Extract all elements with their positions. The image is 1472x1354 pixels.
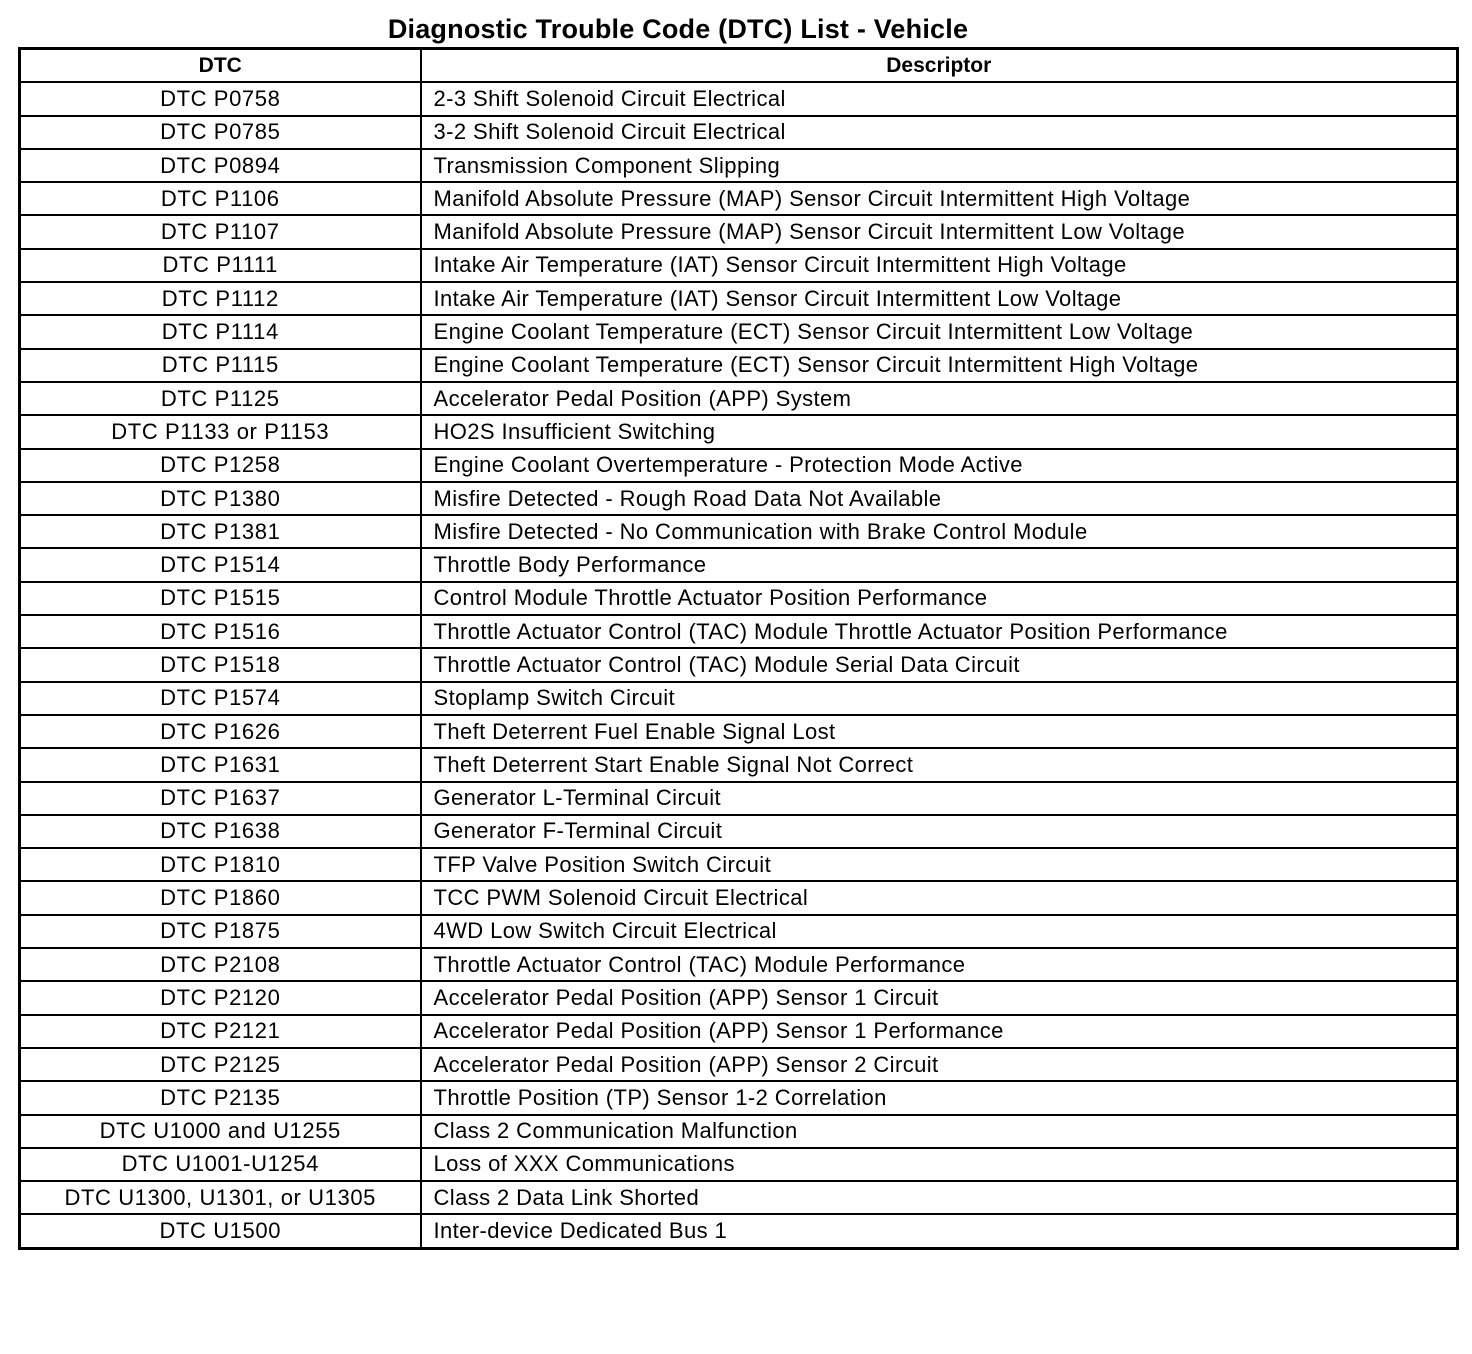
dtc-code-cell: DTC P1638 [20, 815, 421, 848]
page-title: Diagnostic Trouble Code (DTC) List - Vehicle [387, 14, 969, 44]
descriptor-cell: Throttle Actuator Control (TAC) Module Serial Data Circuit [421, 648, 1458, 681]
table-row [20, 748, 1458, 781]
table-row [20, 1015, 1458, 1048]
dtc-code-cell: DTC P0894 [20, 149, 421, 182]
table-row [20, 582, 1458, 615]
dtc-code-cell: DTC P2135 [20, 1081, 421, 1114]
descriptor-cell: Accelerator Pedal Position (APP) Sensor 2 Circuit [421, 1048, 1458, 1081]
descriptor-cell: Theft Deterrent Start Enable Signal Not Correct [421, 748, 1458, 781]
table-row [20, 149, 1458, 182]
table-header-row [20, 49, 1458, 83]
descriptor-cell: Generator L-Terminal Circuit [421, 782, 1458, 815]
dtc-code-cell: DTC P1111 [20, 249, 421, 282]
dtc-code-cell: DTC P1518 [20, 648, 421, 681]
table-row [20, 848, 1458, 881]
descriptor-cell: Control Module Throttle Actuator Position Performance [421, 582, 1458, 615]
table-row [20, 249, 1458, 282]
dtc-code-cell: DTC P1381 [20, 515, 421, 548]
descriptor-cell: Throttle Body Performance [421, 548, 1458, 581]
descriptor-cell: Misfire Detected - Rough Road Data Not Available [421, 482, 1458, 515]
table-row [20, 282, 1458, 315]
dtc-code-cell: DTC P1626 [20, 715, 421, 748]
table-row [20, 1214, 1458, 1248]
dtc-code-cell: DTC P0758 [20, 82, 421, 115]
dtc-code-cell: DTC P1125 [20, 382, 421, 415]
descriptor-cell: Theft Deterrent Fuel Enable Signal Lost [421, 715, 1458, 748]
dtc-code-cell: DTC P1637 [20, 782, 421, 815]
descriptor-cell: 4WD Low Switch Circuit Electrical [421, 915, 1458, 948]
dtc-code-cell: DTC P1515 [20, 582, 421, 615]
descriptor-cell: Stoplamp Switch Circuit [421, 682, 1458, 715]
table-row [20, 1081, 1458, 1114]
descriptor-cell: Class 2 Data Link Shorted [421, 1181, 1458, 1214]
dtc-code-cell: DTC U1300, U1301, or U1305 [20, 1181, 421, 1214]
descriptor-cell: Engine Coolant Temperature (ECT) Sensor Circuit Intermittent Low Voltage [421, 315, 1458, 348]
descriptor-cell: Accelerator Pedal Position (APP) System [421, 382, 1458, 415]
descriptor-cell: HO2S Insufficient Switching [421, 415, 1458, 448]
table-row [20, 615, 1458, 648]
dtc-code-cell: DTC P1860 [20, 881, 421, 914]
dtc-table [18, 47, 1459, 1250]
table-row [20, 382, 1458, 415]
dtc-code-cell: DTC U1001-U1254 [20, 1148, 421, 1181]
table-row [20, 548, 1458, 581]
table-row [20, 815, 1458, 848]
dtc-code-cell: DTC P1514 [20, 548, 421, 581]
dtc-code-cell: DTC P1631 [20, 748, 421, 781]
table-row [20, 948, 1458, 981]
dtc-code-cell: DTC P2120 [20, 981, 421, 1014]
table-row [20, 449, 1458, 482]
table-row [20, 981, 1458, 1014]
descriptor-cell: Throttle Position (TP) Sensor 1-2 Correlation [421, 1081, 1458, 1114]
descriptor-cell: Inter-device Dedicated Bus 1 [421, 1214, 1458, 1248]
column-header-dtc: DTC [20, 49, 421, 83]
descriptor-cell: Accelerator Pedal Position (APP) Sensor 1 Circuit [421, 981, 1458, 1014]
descriptor-cell: Throttle Actuator Control (TAC) Module Performance [421, 948, 1458, 981]
table-row [20, 715, 1458, 748]
dtc-code-cell: DTC P1810 [20, 848, 421, 881]
descriptor-cell: Engine Coolant Overtemperature - Protection Mode Active [421, 449, 1458, 482]
dtc-code-cell: DTC P1106 [20, 182, 421, 215]
table-row [20, 881, 1458, 914]
descriptor-cell: Manifold Absolute Pressure (MAP) Sensor Circuit Intermittent High Voltage [421, 182, 1458, 215]
dtc-code-cell: DTC P1115 [20, 349, 421, 382]
dtc-code-cell: DTC P1107 [20, 215, 421, 248]
dtc-code-cell: DTC P1574 [20, 682, 421, 715]
dtc-code-cell: DTC P1875 [20, 915, 421, 948]
table-row [20, 182, 1458, 215]
descriptor-cell: Manifold Absolute Pressure (MAP) Sensor Circuit Intermittent Low Voltage [421, 215, 1458, 248]
descriptor-cell: TCC PWM Solenoid Circuit Electrical [421, 881, 1458, 914]
descriptor-cell: 3-2 Shift Solenoid Circuit Electrical [421, 116, 1458, 149]
table-row [20, 415, 1458, 448]
table-row [20, 215, 1458, 248]
descriptor-cell: Loss of XXX Communications [421, 1148, 1458, 1181]
table-row [20, 1115, 1458, 1148]
dtc-code-cell: DTC U1500 [20, 1214, 421, 1248]
descriptor-cell: Intake Air Temperature (IAT) Sensor Circuit Intermittent High Voltage [421, 249, 1458, 282]
descriptor-cell: Intake Air Temperature (IAT) Sensor Circuit Intermittent Low Voltage [421, 282, 1458, 315]
table-row [20, 315, 1458, 348]
dtc-code-cell: DTC P1380 [20, 482, 421, 515]
descriptor-cell: Generator F-Terminal Circuit [421, 815, 1458, 848]
table-row [20, 1048, 1458, 1081]
descriptor-cell: Class 2 Communication Malfunction [421, 1115, 1458, 1148]
descriptor-cell: Misfire Detected - No Communication with Brake Control Module [421, 515, 1458, 548]
dtc-code-cell: DTC P1516 [20, 615, 421, 648]
dtc-code-cell: DTC P0785 [20, 116, 421, 149]
table-row [20, 915, 1458, 948]
table-row [20, 82, 1458, 115]
dtc-code-cell: DTC P1114 [20, 315, 421, 348]
dtc-code-cell: DTC P1112 [20, 282, 421, 315]
dtc-code-cell: DTC U1000 and U1255 [20, 1115, 421, 1148]
dtc-code-cell: DTC P1258 [20, 449, 421, 482]
table-row [20, 1148, 1458, 1181]
table-row [20, 1181, 1458, 1214]
dtc-code-cell: DTC P2121 [20, 1015, 421, 1048]
descriptor-cell: Engine Coolant Temperature (ECT) Sensor Circuit Intermittent High Voltage [421, 349, 1458, 382]
descriptor-cell: 2-3 Shift Solenoid Circuit Electrical [421, 82, 1458, 115]
descriptor-cell: Throttle Actuator Control (TAC) Module Throttle Actuator Position Performance [421, 615, 1458, 648]
table-row [20, 482, 1458, 515]
table-row [20, 682, 1458, 715]
descriptor-cell: Transmission Component Slipping [421, 149, 1458, 182]
dtc-code-cell: DTC P2125 [20, 1048, 421, 1081]
column-header-descriptor: Descriptor [421, 49, 1458, 83]
descriptor-cell: Accelerator Pedal Position (APP) Sensor 1 Performance [421, 1015, 1458, 1048]
dtc-code-cell: DTC P2108 [20, 948, 421, 981]
descriptor-cell: TFP Valve Position Switch Circuit [421, 848, 1458, 881]
table-row [20, 515, 1458, 548]
table-row [20, 782, 1458, 815]
table-row [20, 648, 1458, 681]
table-row [20, 349, 1458, 382]
table-body [20, 82, 1458, 1248]
dtc-code-cell: DTC P1133 or P1153 [20, 415, 421, 448]
table-row [20, 116, 1458, 149]
